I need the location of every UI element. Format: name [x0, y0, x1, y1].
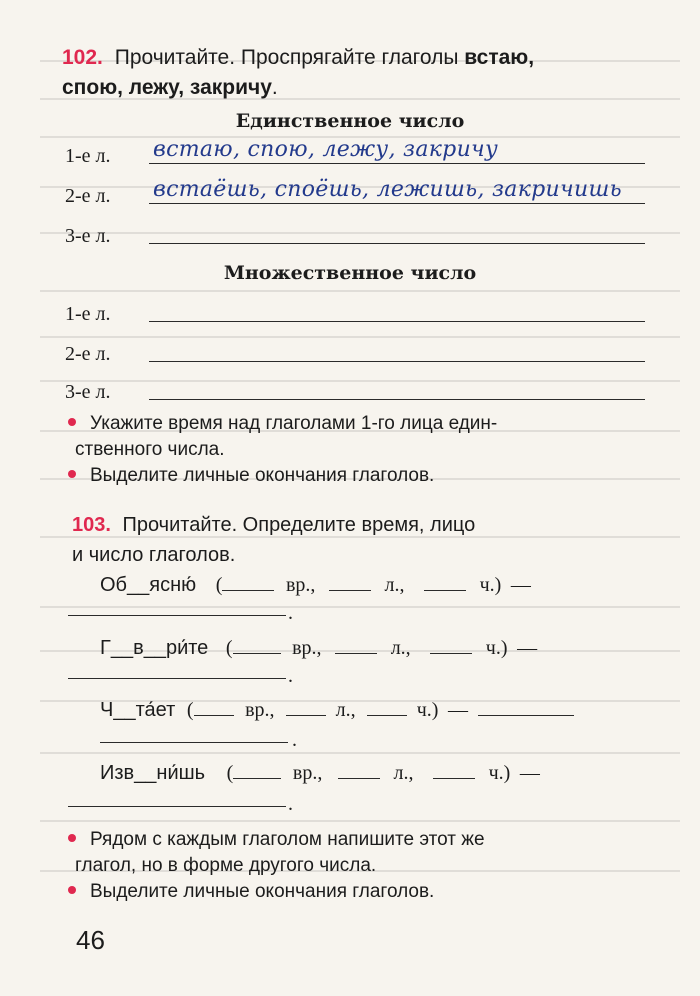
- tense-label: вр.,: [292, 637, 322, 659]
- task-word: Ч__та́ет: [100, 699, 176, 721]
- person-label: 1-е л.: [65, 145, 111, 167]
- answer-line[interactable]: [149, 243, 645, 244]
- singular-row-3: [65, 220, 645, 250]
- exercise-instruction: Прочитайте. Определите время, лицо: [122, 514, 476, 536]
- bullet-text: Укажите время над глаголами 1-го лица един-: [90, 413, 498, 434]
- task-answer-line-2[interactable]: [68, 678, 286, 679]
- number-blank[interactable]: [367, 697, 407, 716]
- verbs-list-part2: спою, лежу, закричу: [62, 76, 272, 99]
- period: .: [271, 76, 278, 99]
- dash: —: [519, 762, 540, 784]
- period-mark: .: [288, 665, 293, 687]
- number-abbr: ч.): [479, 574, 502, 596]
- answer-blank-inline[interactable]: [478, 697, 574, 716]
- person-label: 2-е л.: [65, 185, 111, 207]
- period-mark: .: [288, 793, 293, 815]
- singular-title: Единственное число: [235, 110, 465, 132]
- paren: (: [215, 574, 223, 596]
- exercise-instruction-cont: и число глаголов.: [72, 544, 236, 566]
- task-row-4: [100, 760, 540, 785]
- task-answer-line-1[interactable]: [68, 615, 286, 616]
- tense-label: вр.,: [285, 574, 316, 596]
- verbs-list-part1: встаю,: [464, 46, 535, 69]
- bullet-text: ственного числа.: [75, 439, 225, 460]
- plural-row-3: [65, 376, 645, 406]
- person-blank[interactable]: [338, 760, 380, 779]
- number-blank[interactable]: [433, 760, 475, 779]
- bullet-text: глагол, но в форме другого числа.: [75, 855, 377, 876]
- page-number: 46: [76, 925, 105, 955]
- task-word: Г__в__ри́те: [100, 637, 209, 659]
- paren: (: [186, 699, 194, 721]
- person-blank[interactable]: [329, 572, 371, 591]
- number-blank[interactable]: [430, 635, 472, 654]
- task-row-2: [100, 635, 537, 660]
- tense-blank[interactable]: [233, 635, 281, 654]
- exercise-103-heading: [72, 510, 662, 570]
- answer-line[interactable]: [149, 163, 645, 164]
- number-blank[interactable]: [424, 572, 466, 591]
- plural-row-2: [65, 338, 645, 368]
- person-abbr: л.,: [335, 699, 356, 721]
- instruction-bullet-4: [68, 878, 658, 906]
- plural-row-1: [65, 298, 645, 328]
- singular-row-1: [65, 137, 645, 170]
- handwritten-answer: встаёшь, споёшь, лежишь, закричишь: [153, 177, 622, 202]
- answer-line[interactable]: [149, 361, 645, 362]
- tense-label: вр.,: [292, 762, 323, 784]
- dash: —: [517, 637, 538, 659]
- person-label: 3-е л.: [65, 225, 111, 247]
- bullet-icon: [68, 886, 76, 894]
- exercise-number: 103.: [72, 514, 111, 536]
- person-blank[interactable]: [286, 697, 326, 716]
- tense-blank[interactable]: [194, 697, 234, 716]
- exercise-instruction: Прочитайте. Проспрягайте глаголы: [114, 46, 465, 69]
- answer-line[interactable]: [149, 203, 645, 204]
- bullet-icon: [68, 470, 76, 478]
- task-word: Изв__ни́шь: [100, 762, 206, 784]
- task-row-1: [100, 572, 531, 597]
- tense-label: вр.,: [245, 699, 275, 721]
- instruction-bullet-2: [68, 462, 658, 490]
- period-mark: .: [292, 729, 297, 751]
- paren: (: [226, 762, 234, 784]
- exercise-102-heading: [62, 43, 652, 103]
- instruction-bullet-3: [68, 826, 658, 854]
- task-row-3: [100, 697, 574, 722]
- person-blank[interactable]: [335, 635, 377, 654]
- tense-blank[interactable]: [222, 572, 274, 591]
- number-abbr: ч.): [416, 699, 439, 721]
- person-abbr: л.,: [393, 762, 414, 784]
- number-abbr: ч.): [488, 762, 511, 784]
- exercise-number: 102.: [62, 46, 103, 69]
- person-label: 2-е л.: [65, 343, 111, 365]
- person-label: 3-е л.: [65, 381, 111, 403]
- task-answer-line-3[interactable]: [100, 742, 288, 743]
- bullet-text: Выделите личные окончания глаголов.: [90, 881, 435, 902]
- tense-blank[interactable]: [233, 760, 281, 779]
- instruction-bullet-1: [68, 410, 658, 438]
- period-mark: .: [288, 602, 293, 624]
- person-label: 1-е л.: [65, 303, 111, 325]
- answer-line[interactable]: [149, 321, 645, 322]
- person-abbr: л.,: [390, 637, 411, 659]
- plural-title: Множественное число: [223, 262, 477, 284]
- dash: —: [448, 699, 469, 721]
- instruction-bullet-1-cont: [75, 436, 665, 464]
- bullet-icon: [68, 834, 76, 842]
- answer-line[interactable]: [149, 399, 645, 400]
- instruction-bullet-3-cont: [75, 852, 665, 880]
- bullet-text: Рядом с каждым глаголом напишите этот же: [90, 829, 485, 850]
- bullet-icon: [68, 418, 76, 426]
- task-answer-line-4[interactable]: [68, 806, 286, 807]
- number-abbr: ч.): [485, 637, 508, 659]
- handwritten-answer: встаю, спою, лежу, закричу: [153, 137, 499, 162]
- paren: (: [225, 637, 233, 659]
- person-abbr: л.,: [384, 574, 405, 596]
- bullet-text: Выделите личные окончания глаголов.: [90, 465, 435, 486]
- task-word: Об__ясню́: [100, 574, 197, 596]
- singular-row-2: [65, 177, 645, 210]
- dash: —: [510, 574, 531, 596]
